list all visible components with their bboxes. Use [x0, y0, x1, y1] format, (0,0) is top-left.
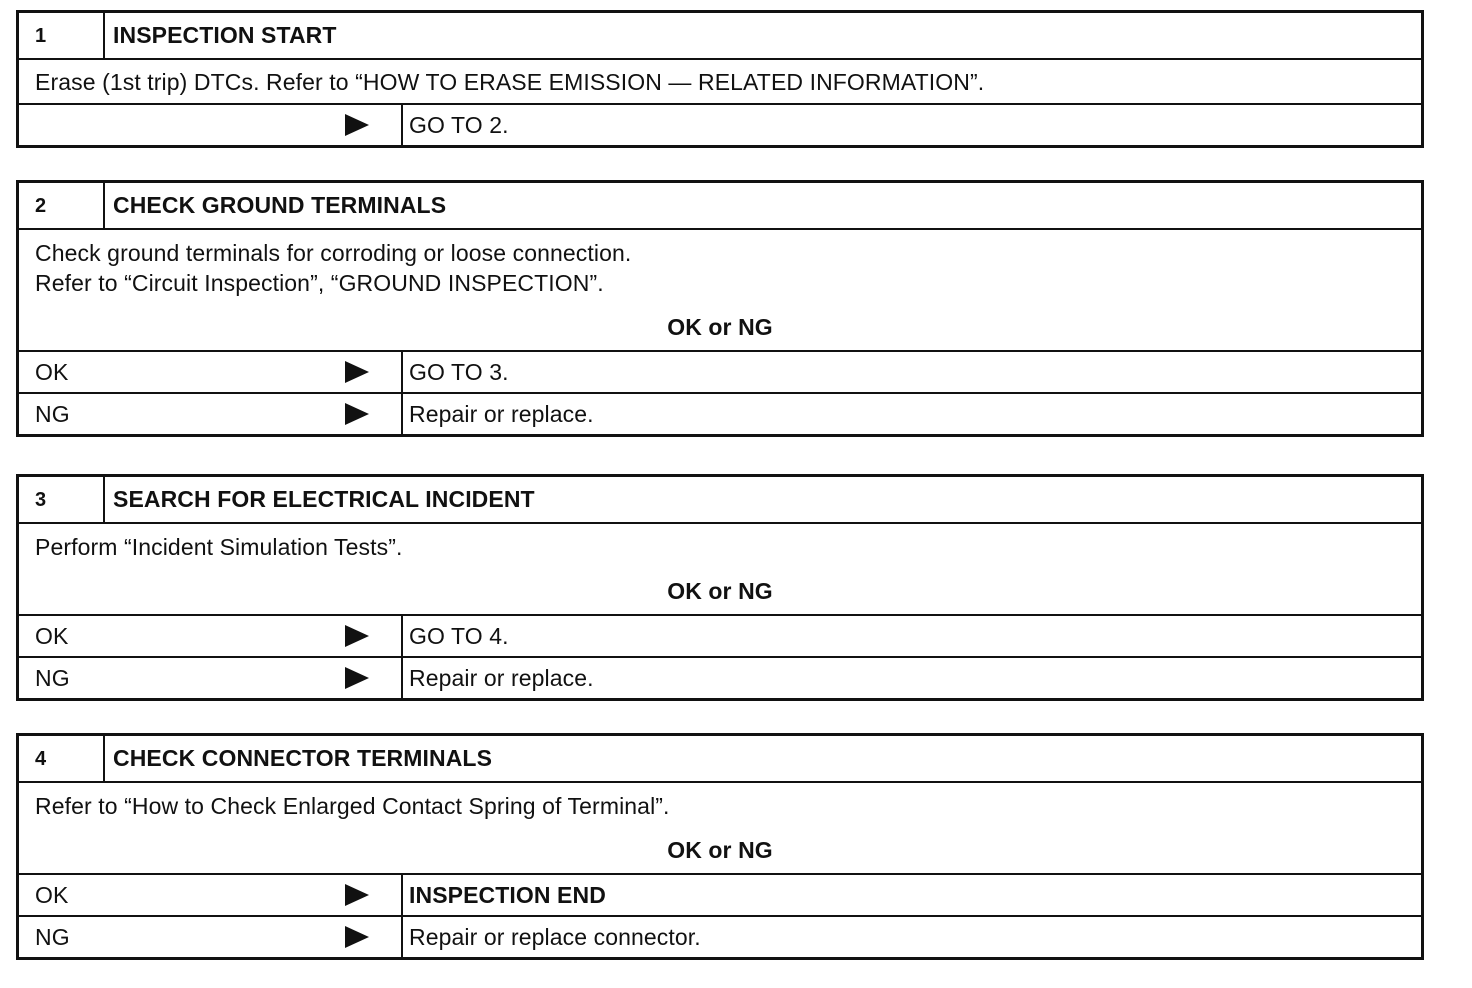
- step-2: [16, 180, 1424, 437]
- right-triangle-arrow-icon: [345, 114, 369, 136]
- condition-label: NG: [35, 664, 70, 691]
- result-row: [19, 614, 1421, 656]
- result-action: Repair or replace connector.: [409, 923, 701, 950]
- result-action: GO TO 4.: [409, 622, 509, 649]
- step-header: [19, 183, 1421, 228]
- step-1: [16, 10, 1424, 148]
- verdict-label: OK or NG: [667, 578, 773, 604]
- condition-label: NG: [35, 923, 70, 950]
- right-triangle-arrow-icon: [345, 625, 369, 647]
- result-row: [19, 873, 1421, 915]
- right-triangle-arrow-icon: [345, 361, 369, 383]
- result-action: INSPECTION END: [409, 881, 606, 908]
- result-condition: [19, 352, 403, 392]
- result-row: [19, 392, 1421, 434]
- step-title: CHECK GROUND TERMINALS: [113, 192, 447, 218]
- condition-label: OK: [35, 881, 69, 908]
- condition-label: NG: [35, 400, 70, 427]
- result-action: Repair or replace.: [409, 400, 594, 427]
- result-action: GO TO 2.: [409, 111, 509, 138]
- step-3: [16, 474, 1424, 701]
- verdict-label: OK or NG: [667, 314, 773, 340]
- step-header: [19, 477, 1421, 522]
- result-row: [19, 656, 1421, 698]
- step-instructions: [19, 781, 1421, 873]
- condition-label: OK: [35, 622, 69, 649]
- right-triangle-arrow-icon: [345, 926, 369, 948]
- step-number: 2: [19, 183, 105, 228]
- step-title: CHECK CONNECTOR TERMINALS: [113, 745, 493, 771]
- result-condition: [19, 394, 403, 434]
- right-triangle-arrow-icon: [345, 667, 369, 689]
- step-number: 1: [19, 13, 105, 58]
- step-4: [16, 733, 1424, 960]
- result-condition: [19, 917, 403, 957]
- verdict-label: OK or NG: [667, 837, 773, 863]
- result-condition: [19, 875, 403, 915]
- step-instructions: [19, 228, 1421, 350]
- step-header: [19, 13, 1421, 58]
- instruction-line: Refer to “Circuit Inspection”, “GROUND INSPECTION”.: [35, 270, 604, 296]
- instruction-line: Check ground terminals for corroding or loose connection.: [35, 240, 632, 266]
- step-title: SEARCH FOR ELECTRICAL INCIDENT: [113, 486, 535, 512]
- step-instructions: [19, 522, 1421, 614]
- result-row: [19, 103, 1421, 145]
- right-triangle-arrow-icon: [345, 403, 369, 425]
- instruction-line: Refer to “How to Check Enlarged Contact Spring of Terminal”.: [35, 793, 670, 819]
- result-row: [19, 915, 1421, 957]
- step-number: 3: [19, 477, 105, 522]
- step-header: [19, 736, 1421, 781]
- instruction-line: Perform “Incident Simulation Tests”.: [35, 534, 403, 560]
- step-title: INSPECTION START: [113, 22, 337, 48]
- result-action: GO TO 3.: [409, 358, 509, 385]
- result-condition: [19, 658, 403, 698]
- step-instructions: [19, 58, 1421, 103]
- instruction-line: Erase (1st trip) DTCs. Refer to “HOW TO ERASE EMISSION — RELATED INFORMATION”.: [35, 69, 985, 95]
- condition-label: OK: [35, 358, 69, 385]
- result-action: Repair or replace.: [409, 664, 594, 691]
- right-triangle-arrow-icon: [345, 884, 369, 906]
- result-condition: [19, 105, 403, 145]
- result-condition: [19, 616, 403, 656]
- step-number: 4: [19, 736, 105, 781]
- result-row: [19, 350, 1421, 392]
